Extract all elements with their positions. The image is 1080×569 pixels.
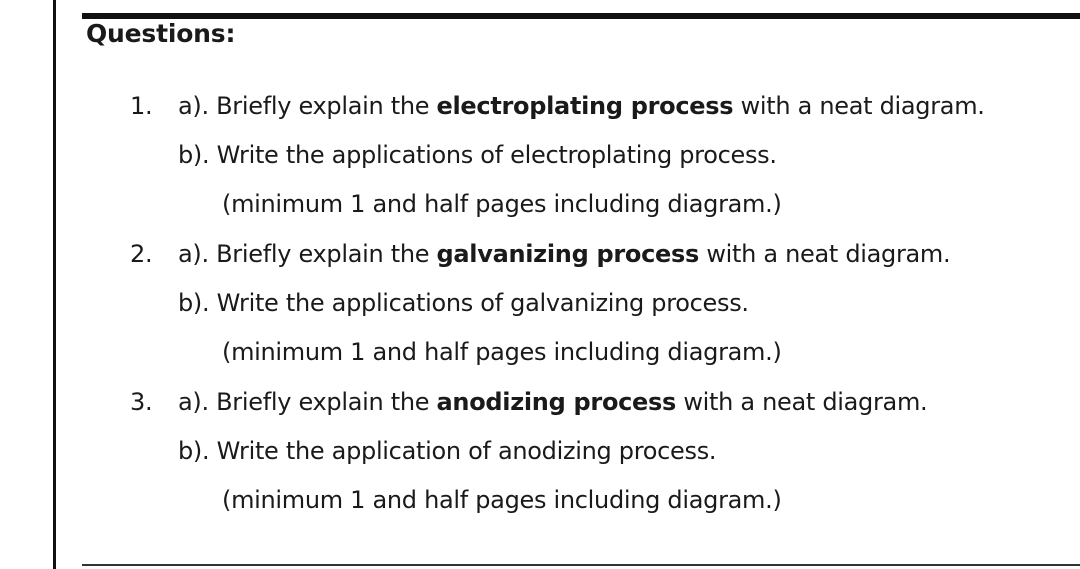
question-2-part-a-prefix: a). Briefly explain the (178, 240, 437, 268)
question-2-part-a (178, 240, 950, 268)
question-1-part-b: b). Write the applications of electroplating process. (178, 141, 777, 169)
question-1-part-a-suffix: with a neat diagram. (733, 92, 985, 120)
bottom-rule (82, 564, 1080, 566)
question-1-part-a (178, 92, 985, 120)
question-2-part-b: b). Write the applications of galvanizing process. (178, 289, 749, 317)
page-left-border (53, 0, 56, 569)
question-1-note: (minimum 1 and half pages including diagram.) (222, 190, 782, 218)
question-3-number: 3. (130, 388, 153, 416)
question-2-part-a-suffix: with a neat diagram. (698, 240, 951, 268)
questions-heading: Questions: (86, 19, 236, 48)
question-2-part-a-topic: galvanizing process (436, 240, 699, 268)
question-1-part-a-prefix: a). Briefly explain the (178, 92, 437, 120)
question-3-part-b: b). Write the application of anodizing process. (178, 437, 717, 465)
question-3-note: (minimum 1 and half pages including diagram.) (222, 486, 782, 514)
question-3-part-a-suffix: with a neat diagram. (676, 388, 928, 416)
question-2-note: (minimum 1 and half pages including diagram.) (222, 338, 782, 366)
question-3-part-a-topic: anodizing process (436, 388, 677, 416)
question-3-part-a-prefix: a). Briefly explain the (178, 388, 437, 416)
question-2-number: 2. (130, 240, 153, 268)
question-3-part-a (178, 388, 927, 416)
question-1-part-a-topic: electroplating process (436, 92, 734, 120)
question-1-number: 1. (130, 92, 153, 120)
